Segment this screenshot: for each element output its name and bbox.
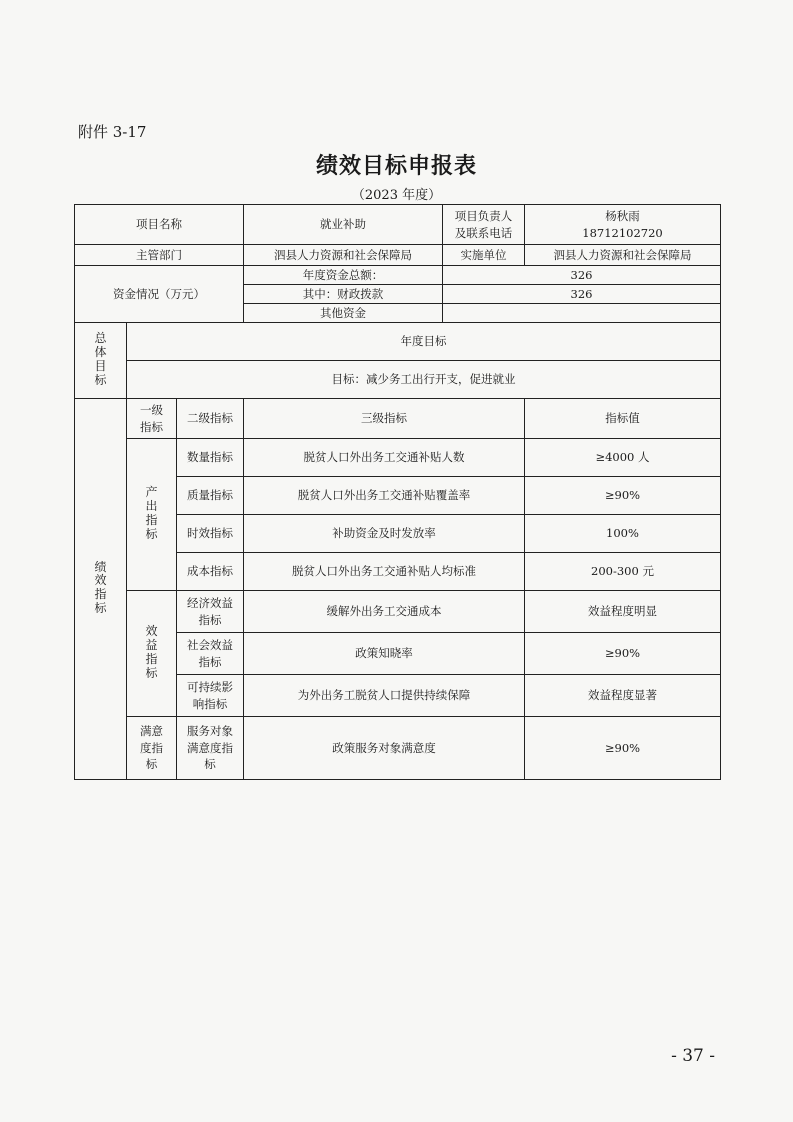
benefit-level2	[177, 591, 244, 633]
dept-value: 泗县人力资源和社会保障局	[244, 245, 443, 266]
overall-goal-text: 目标：减少务工出行开支，促进就业	[127, 361, 721, 399]
funds-total-label: 年度资金总额：	[244, 266, 443, 285]
contact-value	[525, 205, 721, 245]
output-level2: 成本指标	[177, 553, 244, 591]
benefit-level2-line2: 响指标	[192, 696, 228, 711]
page-number: - 37 -	[671, 1046, 715, 1066]
output-level3: 脱贫人口外出务工交通补贴人数	[244, 439, 525, 477]
contact-label-line1: 项目负责人	[454, 208, 513, 223]
attachment-number: 附件 3-17	[78, 123, 147, 141]
contact-name: 杨秋雨	[605, 208, 640, 223]
benefit-level3: 为外出务工脱贫人口提供持续保障	[244, 675, 525, 717]
indicators-label	[75, 399, 127, 780]
satisfaction-label-line1: 满意	[140, 723, 163, 738]
satisfaction-level2-line2: 满意度指	[187, 740, 233, 755]
output-level3: 脱贫人口外出务工交通补贴人均标准	[244, 553, 525, 591]
funds-fiscal-value: 326	[443, 285, 721, 304]
contact-phone: 18712102720	[582, 225, 663, 240]
benefit-label	[127, 591, 177, 717]
output-value: ≥4000 人	[525, 439, 721, 477]
benefit-value: 效益程度显著	[525, 675, 721, 717]
satisfaction-label	[127, 717, 177, 780]
col-level1-line2: 指标	[140, 419, 163, 434]
form-year: （2023 年度）	[351, 188, 442, 203]
satisfaction-value: ≥90%	[525, 717, 721, 780]
output-value: 100%	[525, 515, 721, 553]
contact-label	[443, 205, 525, 245]
impl-label: 实施单位	[443, 245, 525, 266]
output-value: ≥90%	[525, 477, 721, 515]
table-row	[75, 266, 721, 285]
table-row	[75, 361, 721, 399]
col-level1	[127, 399, 177, 439]
satisfaction-level2	[177, 717, 244, 780]
output-level2: 质量指标	[177, 477, 244, 515]
table-row	[75, 323, 721, 361]
satisfaction-label-line2: 度指	[140, 740, 163, 755]
col-level2: 二级指标	[177, 399, 244, 439]
satisfaction-level2-line3: 标	[204, 757, 216, 772]
benefit-level2-line2: 指标	[198, 654, 222, 669]
overall-goal-header: 年度目标	[127, 323, 721, 361]
benefit-label-text: 效益指标	[145, 624, 158, 680]
funds-other-value	[443, 304, 721, 323]
funds-total-value: 326	[443, 266, 721, 285]
contact-label-line2: 及联系电话	[454, 225, 513, 240]
funds-label: 资金情况（万元）	[75, 266, 244, 323]
benefit-value: ≥90%	[525, 633, 721, 675]
table-row	[75, 205, 721, 245]
satisfaction-label-line3: 标	[145, 757, 158, 772]
table-row	[75, 717, 721, 780]
output-label	[127, 439, 177, 591]
benefit-level3: 政策知晓率	[244, 633, 525, 675]
table-row	[75, 245, 721, 266]
funds-fiscal-label: 其中：财政拨款	[244, 285, 443, 304]
table-row	[75, 399, 721, 439]
benefit-level2	[177, 633, 244, 675]
benefit-level2-line1: 社会效益	[187, 637, 233, 652]
output-level3: 补助资金及时发放率	[244, 515, 525, 553]
benefit-level2-line2: 指标	[198, 612, 222, 627]
satisfaction-level2-line1: 服务对象	[187, 723, 233, 738]
output-level3: 脱贫人口外出务工交通补贴覆盖率	[244, 477, 525, 515]
project-name-label: 项目名称	[75, 205, 244, 245]
project-name-value: 就业补助	[244, 205, 443, 245]
overall-goal-label-text: 总体目标	[94, 331, 107, 387]
col-level1-line1: 一级	[140, 402, 163, 417]
output-value: 200-300 元	[525, 553, 721, 591]
output-label-text: 产出指标	[145, 485, 158, 541]
col-value: 指标值	[525, 399, 721, 439]
funds-other-label: 其他资金	[244, 304, 443, 323]
output-level2: 时效指标	[177, 515, 244, 553]
col-level3: 三级指标	[244, 399, 525, 439]
benefit-level2	[177, 675, 244, 717]
form-title: 绩效目标申报表	[315, 153, 477, 179]
benefit-level3: 缓解外出务工交通成本	[244, 591, 525, 633]
performance-target-table	[74, 204, 721, 780]
benefit-value: 效益程度明显	[525, 591, 721, 633]
table-row	[75, 439, 721, 477]
dept-label: 主管部门	[75, 245, 244, 266]
indicators-label-text: 绩效指标	[94, 559, 107, 615]
benefit-level2-line1: 经济效益	[187, 595, 233, 610]
table-row	[75, 591, 721, 633]
impl-value: 泗县人力资源和社会保障局	[525, 245, 721, 266]
satisfaction-level3: 政策服务对象满意度	[244, 717, 525, 780]
overall-goal-label	[75, 323, 127, 399]
benefit-level2-line1: 可持续影	[187, 679, 233, 694]
output-level2: 数量指标	[177, 439, 244, 477]
